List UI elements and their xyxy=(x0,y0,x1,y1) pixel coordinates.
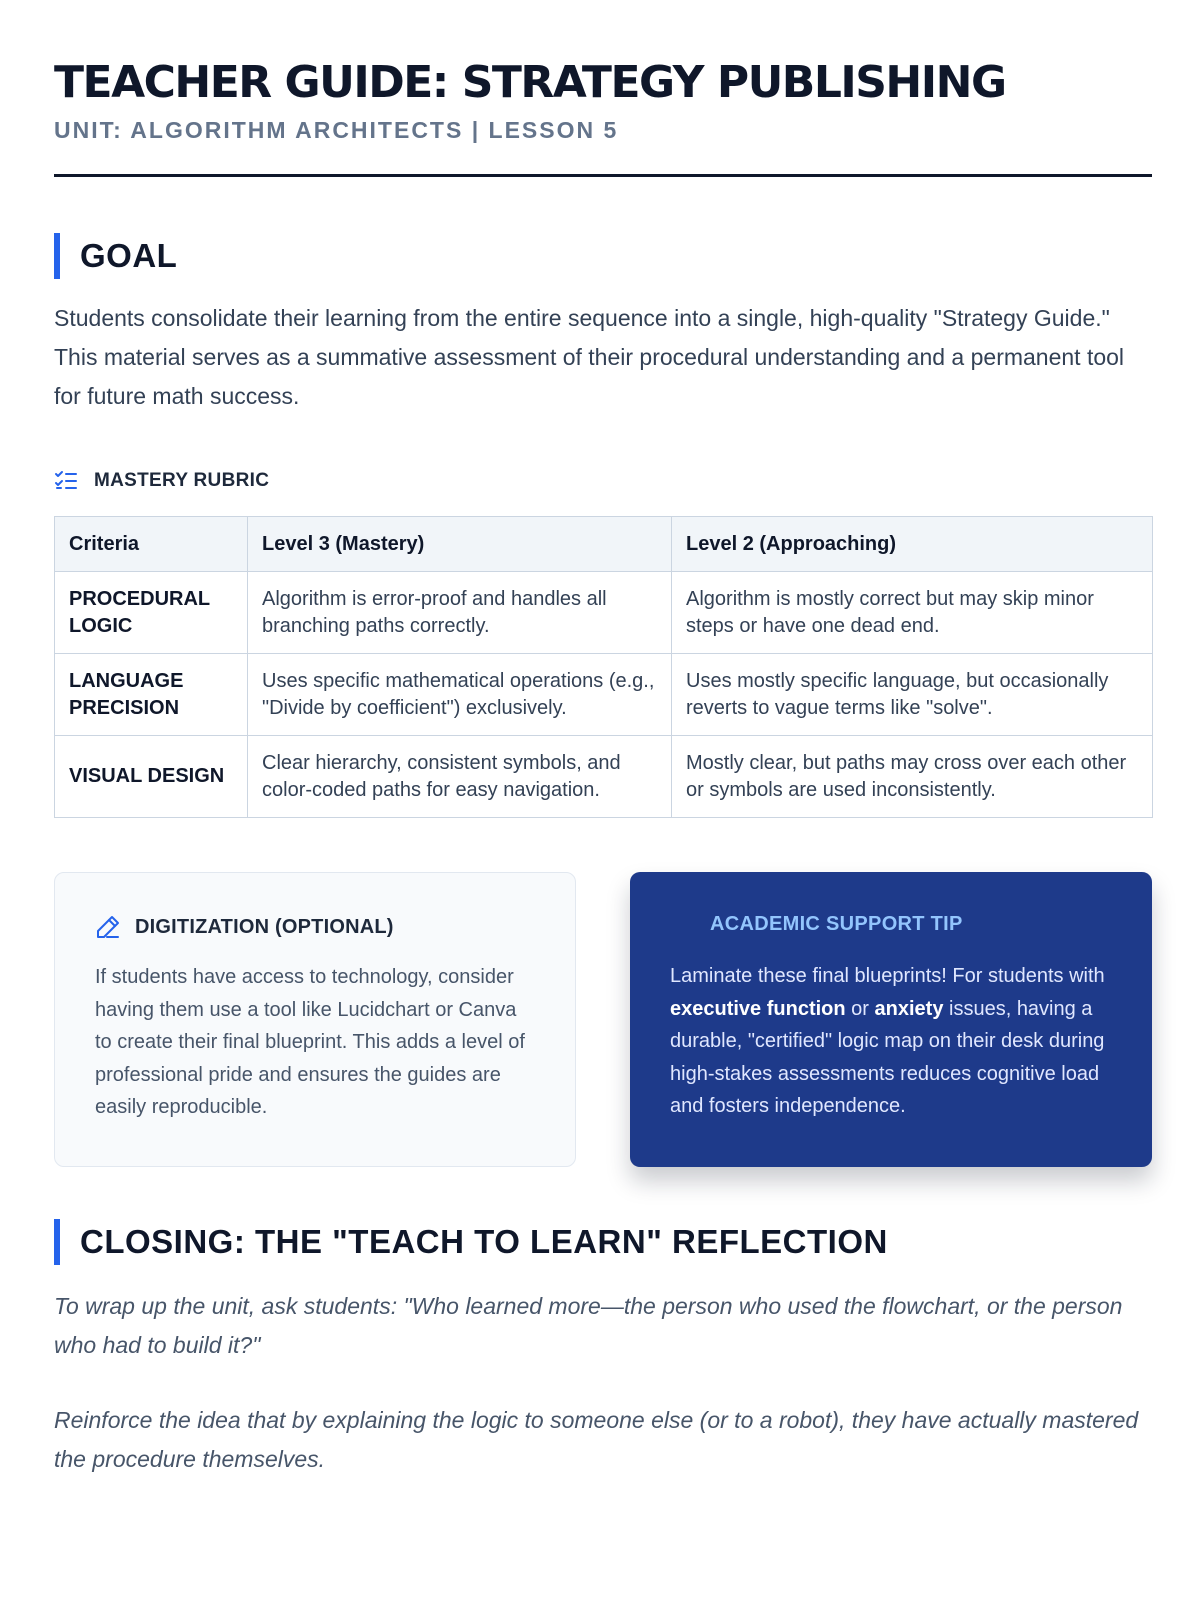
table-row xyxy=(55,654,1153,736)
digitization-card-title: DIGITIZATION (OPTIONAL) xyxy=(135,915,394,938)
criteria-cell: VISUAL DESIGN xyxy=(55,736,248,818)
table-header-row xyxy=(55,517,1153,572)
closing-heading-text: CLOSING: THE "TEACH TO LEARN" REFLECTION xyxy=(80,1223,888,1260)
rubric-label xyxy=(54,468,1146,494)
academic-support-card xyxy=(630,872,1152,1167)
level-2-cell: Mostly clear, but paths may cross over each other or symbols are used inconsistently. xyxy=(672,736,1153,818)
goal-paragraph: Students consolidate their learning from the entire sequence into a single, high-quality "Strategy Guide." This material serves as a summative assessment of their procedural understanding and a permanent tool for future math success. xyxy=(54,305,1125,409)
info-cards xyxy=(54,872,1152,1167)
level-3-cell: Clear hierarchy, consistent symbols, and color-coded paths for easy navigation. xyxy=(248,736,672,818)
section-accent-bar xyxy=(54,1219,60,1265)
checklist-icon xyxy=(54,470,78,492)
support-card-header xyxy=(670,910,1112,938)
header-divider xyxy=(54,174,1152,177)
support-card-title: ACADEMIC SUPPORT TIP xyxy=(710,912,963,935)
closing-section-heading xyxy=(54,1219,1146,1265)
level-3-cell: Uses specific mathematical operations (e.g., "Divide by coefficient") exclusively. xyxy=(248,654,672,736)
column-header-level-3: Level 3 (Mastery) xyxy=(248,517,672,572)
pen-icon xyxy=(95,914,121,940)
support-emphasis-executive-function: executive function xyxy=(670,997,846,1020)
digitization-card-header xyxy=(95,913,535,941)
goal-section-heading xyxy=(54,233,1146,279)
support-card-text xyxy=(670,960,1112,1123)
rubric-label-text: MASTERY RUBRIC xyxy=(94,470,270,491)
goal-heading-text: GOAL xyxy=(80,237,178,274)
support-text-part: issues, having a durable, "certified" logic map on their desk during high-stakes assessments reduces cognitive load and fosters independence. xyxy=(670,997,1105,1117)
support-text-part: or xyxy=(845,997,875,1020)
level-2-cell: Algorithm is mostly correct but may skip minor steps or have one dead end. xyxy=(672,572,1153,654)
digitization-card-text: If students have access to technology, consider having them use a tool like Lucidchart or Canva to create their final blueprint. This adds a level of professional pride and ensures the guides are easily reproducible. xyxy=(95,966,525,1118)
table-row xyxy=(55,736,1153,818)
column-header-level-2: Level 2 (Approaching) xyxy=(672,517,1153,572)
criteria-cell: LANGUAGE PRECISION xyxy=(55,654,248,736)
table-row xyxy=(55,572,1153,654)
section-accent-bar xyxy=(54,233,60,279)
digitization-card xyxy=(54,872,576,1167)
level-2-cell: Uses mostly specific language, but occasionally reverts to vague terms like "solve". xyxy=(672,654,1153,736)
mastery-rubric-table xyxy=(54,516,1153,818)
page-title: TEACHER GUIDE: STRATEGY PUBLISHING xyxy=(54,57,1006,108)
support-emphasis-anxiety: anxiety xyxy=(874,997,944,1020)
closing-paragraph-1: To wrap up the unit, ask students: "Who learned more—the person who used the flowchart, or the person who had to build it?" xyxy=(54,1293,1123,1358)
closing-paragraph-2: Reinforce the idea that by explaining the logic to someone else (or to a robot), they have actually mastered the procedure themselves. xyxy=(54,1407,1139,1472)
support-text-part: Laminate these final blueprints! For students with xyxy=(670,965,1105,987)
page-subtitle: UNIT: ALGORITHM ARCHITECTS | LESSON 5 xyxy=(54,117,619,143)
criteria-cell: PROCEDURAL LOGIC xyxy=(55,572,248,654)
level-3-cell: Algorithm is error-proof and handles all branching paths correctly. xyxy=(248,572,672,654)
column-header-criteria: Criteria xyxy=(55,517,248,572)
